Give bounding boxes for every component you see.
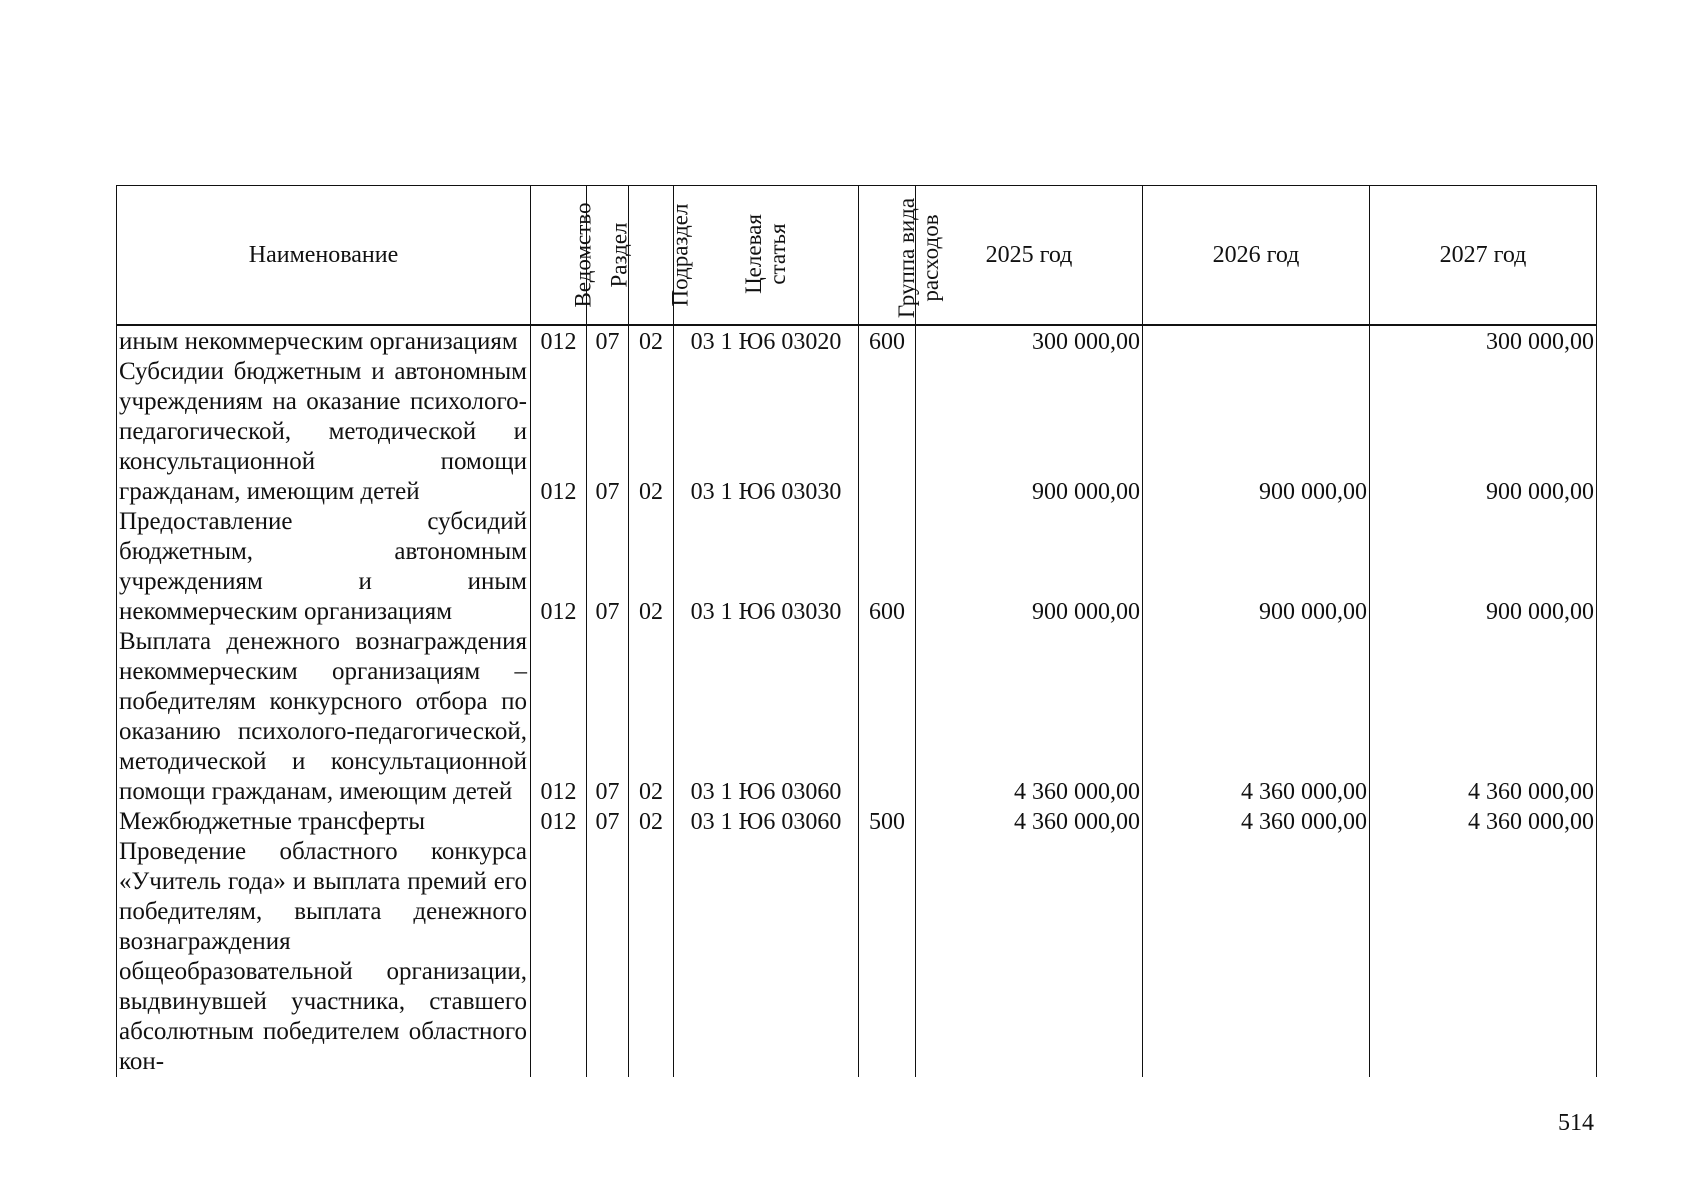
row-name: Выплата денежного вознаграждения некоммерческим организациям – победителям конкурсного отбора по оказанию психолого-педагогической, методической и консультационной помощи гражданам, имеющим детей: [117, 627, 531, 807]
row-section: 07: [587, 507, 629, 627]
header-2025: 2025 год: [916, 186, 1143, 326]
header-2026: 2026 год: [1143, 186, 1370, 326]
row-name: Предоставление субсидий бюджетным, автономным учреждениям и иным некоммерческим организациям: [117, 507, 531, 627]
table-row: [117, 807, 1597, 837]
row-2027: 300 000,00: [1370, 325, 1597, 357]
row-department: 012: [531, 357, 587, 507]
row-target: 03 1 Ю6 03030: [674, 357, 859, 507]
row-2026: 900 000,00: [1143, 507, 1370, 627]
row-2025: 4 360 000,00: [916, 627, 1143, 807]
header-department-label: Ведомство: [570, 201, 596, 308]
row-2025: 300 000,00: [916, 325, 1143, 357]
row-subsection: 02: [629, 807, 674, 837]
table-row: [117, 627, 1597, 807]
header-group: [859, 186, 944, 326]
page-number: 514: [1558, 1110, 1594, 1136]
row-2025: [916, 837, 1143, 1077]
row-group: [859, 837, 916, 1077]
row-target: 03 1 Ю6 03030: [674, 507, 859, 627]
table-row: [117, 507, 1597, 627]
row-target: 03 1 Ю6 03020: [674, 325, 859, 357]
header-group-label: [895, 198, 943, 318]
row-subsection: 02: [629, 357, 674, 507]
header-target-label: [742, 214, 790, 294]
row-2025: 900 000,00: [916, 507, 1143, 627]
row-target: 03 1 Ю6 03060: [674, 627, 859, 807]
table-row: [117, 837, 1597, 1077]
row-2026: [1143, 837, 1370, 1077]
header-row: [117, 186, 1597, 326]
row-name: Межбюджетные трансферты: [117, 807, 531, 837]
header-target: [674, 186, 859, 326]
row-department: 012: [531, 507, 587, 627]
header-department: [531, 186, 596, 326]
row-name: Проведение областного конкурса «Учитель года» и выплата премий его победителям, выплата денежного вознаграждения общеобразовательной организации, выдвинувшей участника, ставшего абсолютным победителем областного кон-: [117, 837, 531, 1077]
row-target: [674, 837, 859, 1077]
row-2027: 900 000,00: [1370, 507, 1597, 627]
row-target: 03 1 Ю6 03060: [674, 807, 859, 837]
row-group: 600: [859, 325, 916, 357]
row-group: [859, 627, 916, 807]
row-2026: [1143, 325, 1370, 357]
header-subsection: [629, 186, 693, 326]
row-section: 07: [587, 357, 629, 507]
header-group-line1: Группа вида: [894, 197, 920, 319]
header-subsection-label: Подраздел: [667, 203, 693, 306]
row-section: [587, 837, 629, 1077]
header-name: Наименование: [117, 186, 531, 326]
row-department: 012: [531, 325, 587, 357]
row-2026: 900 000,00: [1143, 357, 1370, 507]
row-name: иным некоммерческим организациям: [117, 325, 531, 357]
row-section: 07: [587, 807, 629, 837]
row-subsection: 02: [629, 325, 674, 357]
row-department: 012: [531, 627, 587, 807]
table-row: [117, 325, 1597, 357]
row-subsection: [629, 837, 674, 1077]
row-subsection: 02: [629, 627, 674, 807]
row-2026: 4 360 000,00: [1143, 627, 1370, 807]
row-subsection: 02: [629, 507, 674, 627]
table-row: [117, 357, 1597, 507]
row-2027: 900 000,00: [1370, 357, 1597, 507]
row-2026: 4 360 000,00: [1143, 807, 1370, 837]
header-section-label: Раздел: [606, 221, 632, 288]
row-department: [531, 837, 587, 1077]
row-2027: 4 360 000,00: [1370, 807, 1597, 837]
row-2025: 4 360 000,00: [916, 807, 1143, 837]
row-2027: 4 360 000,00: [1370, 627, 1597, 807]
budget-table: [116, 185, 1597, 1077]
row-section: 07: [587, 325, 629, 357]
row-2027: [1370, 837, 1597, 1077]
header-target-line1: Целевая: [740, 214, 766, 294]
header-2027: 2027 год: [1370, 186, 1597, 326]
row-2025: 900 000,00: [916, 357, 1143, 507]
row-section: 07: [587, 627, 629, 807]
row-name: Субсидии бюджетным и автономным учреждениям на оказание психолого-педагогической, методической и консультационной помощи гражданам, имеющим детей: [117, 357, 531, 507]
row-department: 012: [531, 807, 587, 837]
row-group: 500: [859, 807, 916, 837]
row-group: 600: [859, 507, 916, 627]
header-target-line2: статья: [764, 223, 790, 285]
header-group-line2: расходов: [918, 214, 944, 302]
row-group: [859, 357, 916, 507]
